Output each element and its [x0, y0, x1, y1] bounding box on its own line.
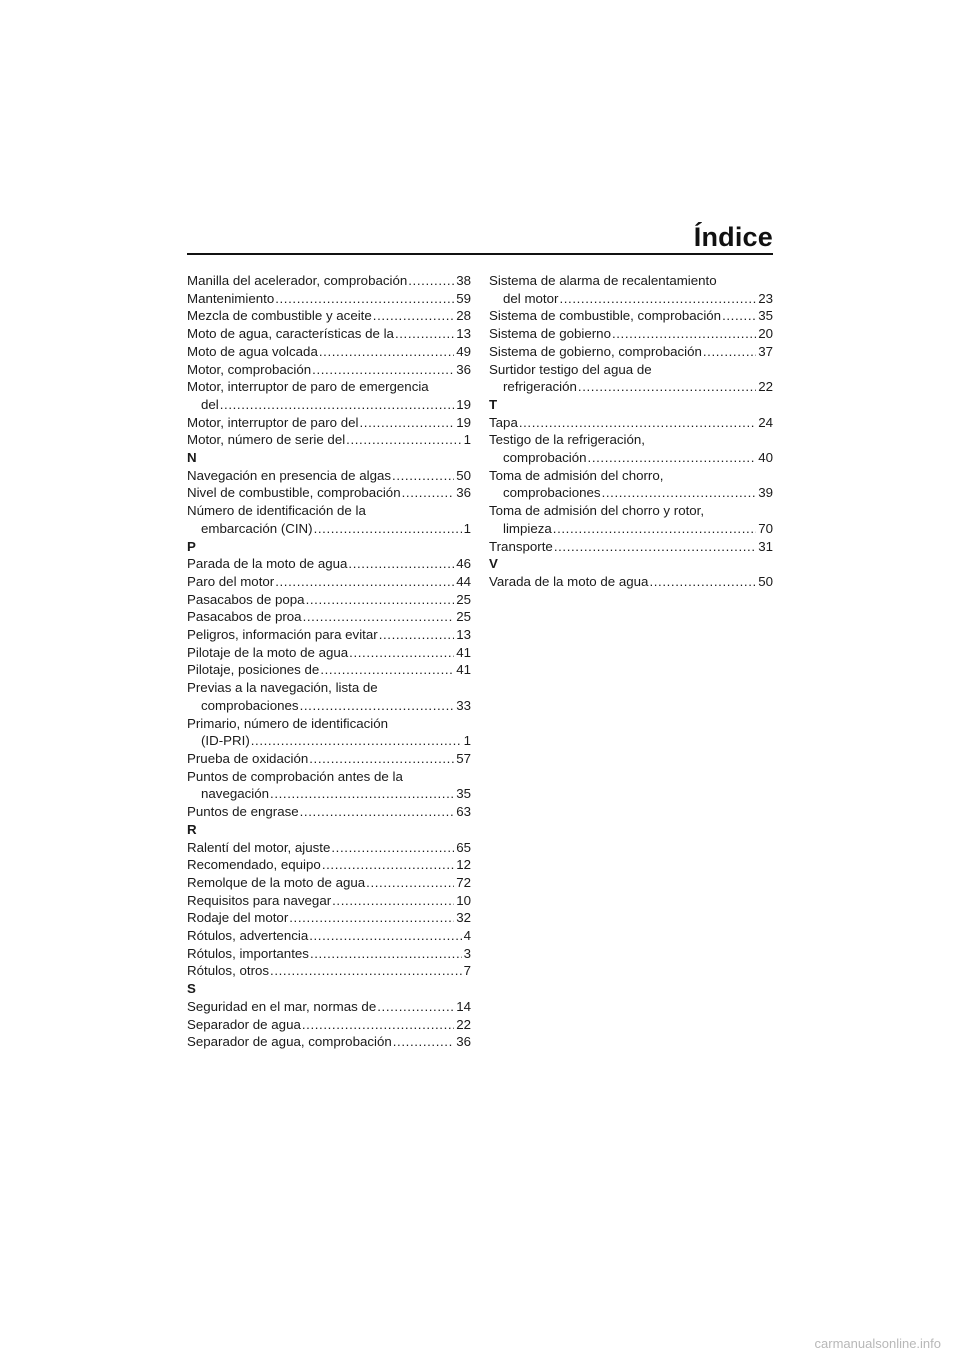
index-page-number: 38 — [456, 273, 471, 288]
index-entry — [187, 962, 471, 980]
index-entry-text: Remolque de la moto de agua — [187, 874, 366, 890]
index-page-number: 1 — [463, 520, 471, 536]
index-entry-line — [187, 325, 471, 343]
index-page-number: 41 — [456, 662, 471, 678]
index-entry-text: Sistema de combustible, comprobación — [489, 308, 722, 324]
index-page-number: 70 — [758, 520, 773, 536]
index-entry — [187, 892, 471, 910]
index-entry-text: Toma de admisión del chorro y rotor, — [489, 503, 705, 519]
index-entry-text: Primario, número de identificación — [187, 715, 389, 731]
index-entry-line — [187, 573, 471, 591]
index-page-number: 65 — [456, 839, 471, 855]
dot-leader — [395, 325, 454, 343]
index-entry-text: Tapa — [489, 414, 518, 430]
index-entry — [187, 644, 471, 662]
index-entry — [187, 1033, 471, 1051]
index-entry — [187, 361, 471, 379]
index-entry-text: Manilla del acelerador, comprobación — [187, 273, 408, 288]
index-entry-line — [187, 272, 471, 290]
index-entry-text: Rótulos, importantes — [187, 945, 309, 961]
index-entry — [187, 272, 471, 290]
index-entry-line — [489, 361, 773, 379]
index-entry-text: Requisitos para navegar — [187, 892, 332, 908]
dot-leader — [408, 272, 454, 290]
index-entry-text: Mezcla de combustible y aceite — [187, 308, 372, 324]
index-entry-text: Sistema de alarma de recalentamiento — [489, 273, 717, 288]
dot-leader — [303, 608, 455, 626]
index-entry-continuation — [187, 396, 471, 414]
dot-leader — [306, 591, 455, 609]
index-entry-text: comprobaciones — [201, 697, 299, 713]
dot-leader — [377, 998, 454, 1016]
dot-leader — [366, 874, 454, 892]
index-entry-line — [489, 502, 773, 520]
dot-leader — [392, 467, 454, 485]
index-entry-text: Puntos de comprobación antes de la — [187, 768, 403, 784]
index-page-number: 20 — [758, 326, 773, 342]
index-entry — [489, 502, 773, 537]
title-rule — [187, 253, 773, 255]
index-entry — [187, 343, 471, 361]
index-entry-text: Pilotaje de la moto de agua — [187, 644, 349, 660]
index-page-number: 36 — [456, 1034, 471, 1050]
index-entry-text: Parada de la moto de agua — [187, 556, 348, 572]
index-column-left — [187, 272, 471, 1051]
index-page-number: 7 — [463, 963, 471, 979]
index-entry-line — [489, 538, 773, 556]
dot-leader — [703, 343, 756, 361]
index-entry-text: limpieza — [503, 520, 552, 536]
index-page-number: 50 — [456, 467, 471, 483]
index-page-number: 22 — [456, 1016, 471, 1032]
index-entry-continuation — [187, 785, 471, 803]
index-entry — [489, 414, 773, 432]
index-page-number: 10 — [456, 892, 471, 908]
index-entry — [187, 715, 471, 750]
index-entry — [489, 325, 773, 343]
index-entry — [187, 484, 471, 502]
index-column-right — [489, 272, 773, 591]
index-page-number: 35 — [758, 308, 773, 324]
index-entry — [187, 573, 471, 591]
index-entry-line — [489, 343, 773, 361]
index-entry-text: Puntos de engrase — [187, 804, 299, 820]
dot-leader — [393, 1033, 454, 1051]
dot-leader — [588, 449, 757, 467]
index-entry-text: Motor, número de serie del — [187, 432, 346, 448]
dot-leader — [289, 909, 454, 927]
dot-leader — [319, 343, 454, 361]
index-page-number: 19 — [456, 414, 471, 430]
index-entry-text: Recomendado, equipo — [187, 857, 321, 873]
index-entry-line — [489, 573, 773, 591]
index-page-number: 63 — [456, 804, 471, 820]
dot-leader — [349, 644, 454, 662]
index-entry-line — [187, 343, 471, 361]
index-entry-line — [187, 307, 471, 325]
index-page-number: 36 — [456, 361, 471, 377]
index-entry — [187, 626, 471, 644]
index-entry-line — [489, 414, 773, 432]
index-entry — [187, 378, 471, 413]
dot-leader — [649, 573, 756, 591]
index-entry-text: Rodaje del motor — [187, 910, 289, 926]
index-page-number: 59 — [456, 290, 471, 306]
index-entry-text: Previas a la navegación, lista de — [187, 680, 378, 696]
index-entry-line — [187, 378, 471, 396]
index-entry-line — [187, 484, 471, 502]
index-entry — [187, 467, 471, 485]
dot-leader — [379, 626, 455, 644]
index-entry-text: Rótulos, otros — [187, 963, 270, 979]
dot-leader — [559, 290, 756, 308]
index-entry-text: del motor — [503, 290, 559, 306]
index-page-number: 13 — [456, 326, 471, 342]
index-page-number: 35 — [456, 786, 471, 802]
index-entry-line — [187, 768, 471, 786]
index-entry-line — [489, 467, 773, 485]
index-entry-text: Pilotaje, posiciones de — [187, 662, 320, 678]
index-page-number: 41 — [456, 644, 471, 660]
index-entry-line — [187, 874, 471, 892]
index-entry-text: Nivel de combustible, comprobación — [187, 485, 401, 501]
index-entry — [489, 467, 773, 502]
index-page-number: 32 — [456, 910, 471, 926]
index-page-number: 12 — [456, 857, 471, 873]
index-entry — [187, 431, 471, 449]
index-entry-line — [187, 644, 471, 662]
index-entry-continuation — [489, 520, 773, 538]
index-entry-text: Sistema de gobierno, comprobación — [489, 343, 702, 359]
index-page-number: 25 — [456, 609, 471, 625]
dot-leader — [373, 307, 454, 325]
index-entry — [187, 909, 471, 927]
index-entry-text: Pasacabos de popa — [187, 591, 305, 607]
index-entry-line — [187, 927, 471, 945]
index-page-number: 3 — [463, 945, 471, 961]
index-entry — [489, 431, 773, 466]
dot-leader — [309, 750, 454, 768]
index-entry — [187, 874, 471, 892]
index-entry — [187, 502, 471, 537]
index-entry-continuation — [187, 697, 471, 715]
index-entry-text: comprobaciones — [503, 485, 601, 501]
dot-leader — [519, 414, 756, 432]
index-entry-text: Paro del motor — [187, 573, 275, 589]
index-page-number: 23 — [758, 290, 773, 306]
dot-leader — [722, 307, 756, 325]
index-entry-text: Varada de la moto de agua — [489, 573, 649, 589]
index-letter-heading: V — [489, 556, 498, 572]
index-entry-text: Prueba de oxidación — [187, 750, 309, 766]
index-entry-text: (ID-PRI) — [201, 733, 250, 749]
index-entry-text: Separador de agua — [187, 1016, 301, 1032]
index-page-number: 14 — [456, 998, 471, 1014]
dot-leader — [302, 1016, 454, 1034]
dot-leader — [270, 785, 454, 803]
dot-leader — [300, 803, 455, 821]
index-entry-text: Peligros, información para evitar — [187, 627, 378, 643]
index-page-number: 28 — [456, 308, 471, 324]
dot-leader — [578, 378, 756, 396]
index-entry-text: refrigeración — [503, 379, 577, 395]
index-entry-text: Testigo de la refrigeración, — [489, 432, 645, 448]
index-entry-line — [187, 1016, 471, 1034]
index-entry — [489, 272, 773, 307]
index-entry — [187, 290, 471, 308]
index-page-number: 40 — [758, 450, 773, 466]
index-page-number: 50 — [758, 573, 773, 589]
index-page-number: 19 — [456, 396, 471, 412]
index-entry-line — [187, 679, 471, 697]
index-entry-text: Motor, interruptor de paro de emergencia — [187, 379, 429, 395]
dot-leader — [331, 839, 454, 857]
index-entry — [187, 803, 471, 821]
index-entry-text: Motor, interruptor de paro del — [187, 414, 359, 430]
dot-leader — [309, 927, 461, 945]
index-entry-text: del — [201, 396, 219, 412]
index-entry-line — [187, 892, 471, 910]
dot-leader — [322, 856, 454, 874]
dot-leader — [320, 661, 454, 679]
index-entry-line — [489, 272, 773, 290]
index-entry-text: Surtidor testigo del agua de — [489, 361, 652, 377]
index-entry — [187, 325, 471, 343]
dot-leader — [310, 945, 462, 963]
dot-leader — [348, 555, 454, 573]
index-entry — [489, 307, 773, 325]
index-entry — [187, 608, 471, 626]
index-entry-text: embarcación (CIN) — [201, 520, 313, 536]
index-entry-text: navegación — [201, 786, 270, 802]
index-letter-heading: S — [187, 981, 196, 997]
index-entry-continuation — [489, 484, 773, 502]
dot-leader — [612, 325, 756, 343]
index-entry-line — [187, 661, 471, 679]
index-entry-continuation — [187, 520, 471, 538]
index-page-number: 39 — [758, 485, 773, 501]
index-entry-line — [489, 307, 773, 325]
index-page-number: 1 — [463, 432, 471, 448]
index-entry-line — [187, 626, 471, 644]
index-entry — [489, 343, 773, 361]
index-entry-text: comprobación — [503, 450, 587, 466]
index-page-number: 37 — [758, 343, 773, 359]
index-page-number: 72 — [456, 874, 471, 890]
dot-leader — [275, 290, 454, 308]
index-entry-line — [187, 502, 471, 520]
dot-leader — [270, 962, 462, 980]
index-entry — [187, 945, 471, 963]
dot-leader — [346, 431, 461, 449]
index-entry-text: Número de identificación de la — [187, 503, 366, 519]
index-entry — [187, 1016, 471, 1034]
index-page-number: 57 — [456, 750, 471, 766]
dot-leader — [314, 520, 462, 538]
index-entry-continuation — [489, 378, 773, 396]
index-letter-heading: T — [489, 396, 498, 412]
index-entry-line — [187, 591, 471, 609]
index-entry-line — [187, 431, 471, 449]
index-entry-line — [187, 361, 471, 379]
index-entry — [187, 679, 471, 714]
index-entry-continuation — [489, 449, 773, 467]
index-page-number: 49 — [456, 343, 471, 359]
index-page-number: 13 — [456, 627, 471, 643]
index-entry — [187, 750, 471, 768]
index-page-number: 25 — [456, 591, 471, 607]
index-entry-text: Motor, comprobación — [187, 361, 312, 377]
index-entry-line — [187, 839, 471, 857]
index-entry — [187, 661, 471, 679]
index-entry-line — [187, 998, 471, 1016]
index-letter-heading: P — [187, 538, 196, 554]
dot-leader — [602, 484, 757, 502]
index-entry-line — [187, 608, 471, 626]
index-entry-text: Moto de agua, características de la — [187, 326, 394, 342]
index-entry — [187, 591, 471, 609]
index-entry-line — [489, 325, 773, 343]
index-entry-line — [187, 555, 471, 573]
index-entry-continuation — [187, 732, 471, 750]
index-entry — [187, 856, 471, 874]
footer-watermark: carmanualsonline.info — [814, 1336, 941, 1351]
index-entry — [187, 927, 471, 945]
index-entry-line — [187, 290, 471, 308]
index-entry-text: Ralentí del motor, ajuste — [187, 839, 331, 855]
index-page-number: 31 — [758, 538, 773, 554]
index-entry-text: Navegación en presencia de algas — [187, 467, 392, 483]
index-entry — [489, 361, 773, 396]
index-entry — [187, 839, 471, 857]
index-entry-text: Transporte — [489, 538, 553, 554]
index-entry-text: Pasacabos de proa — [187, 609, 302, 625]
index-entry-text: Separador de agua, comprobación — [187, 1034, 392, 1050]
index-page-number: 24 — [758, 414, 773, 430]
dot-leader — [300, 697, 455, 715]
index-letter-heading: R — [187, 821, 197, 837]
index-entry-line — [489, 431, 773, 449]
index-entry — [489, 538, 773, 556]
index-entry-line — [187, 414, 471, 432]
dot-leader — [275, 573, 454, 591]
index-entry-line — [187, 1033, 471, 1051]
index-entry-line — [187, 909, 471, 927]
index-entry-text: Toma de admisión del chorro, — [489, 467, 664, 483]
index-entry-text: Sistema de gobierno — [489, 326, 611, 342]
index-page-number: 44 — [456, 573, 471, 589]
index-entry — [187, 768, 471, 803]
dot-leader — [220, 396, 454, 414]
index-entry-text: Rótulos, advertencia — [187, 928, 309, 944]
index-entry-continuation — [489, 290, 773, 308]
index-page-number: 1 — [463, 733, 471, 749]
index-entry-text: Seguridad en el mar, normas de — [187, 998, 377, 1014]
index-entry-line — [187, 750, 471, 768]
index-page-number: 4 — [463, 928, 471, 944]
index-entry — [489, 573, 773, 591]
index-entry-line — [187, 803, 471, 821]
index-page-number: 46 — [456, 556, 471, 572]
page-title: Índice — [693, 222, 773, 252]
index-page-number: 36 — [456, 485, 471, 501]
index-page-number: 22 — [758, 379, 773, 395]
dot-leader — [312, 361, 454, 379]
index-entry — [187, 998, 471, 1016]
dot-leader — [402, 484, 455, 502]
dot-leader — [554, 538, 756, 556]
index-entry-text: Mantenimiento — [187, 290, 275, 306]
index-entry-line — [187, 715, 471, 733]
dot-leader — [553, 520, 756, 538]
index-entry — [187, 414, 471, 432]
dot-leader — [332, 892, 454, 910]
index-letter-heading: N — [187, 450, 197, 466]
index-entry — [187, 307, 471, 325]
index-entry — [187, 555, 471, 573]
index-entry-text: Moto de agua volcada — [187, 343, 318, 359]
index-entry-line — [187, 856, 471, 874]
index-entry-line — [187, 467, 471, 485]
index-entry-line — [187, 962, 471, 980]
index-entry-line — [187, 945, 471, 963]
dot-leader — [359, 414, 454, 432]
index-page-number: 33 — [456, 697, 471, 713]
dot-leader — [251, 732, 462, 750]
